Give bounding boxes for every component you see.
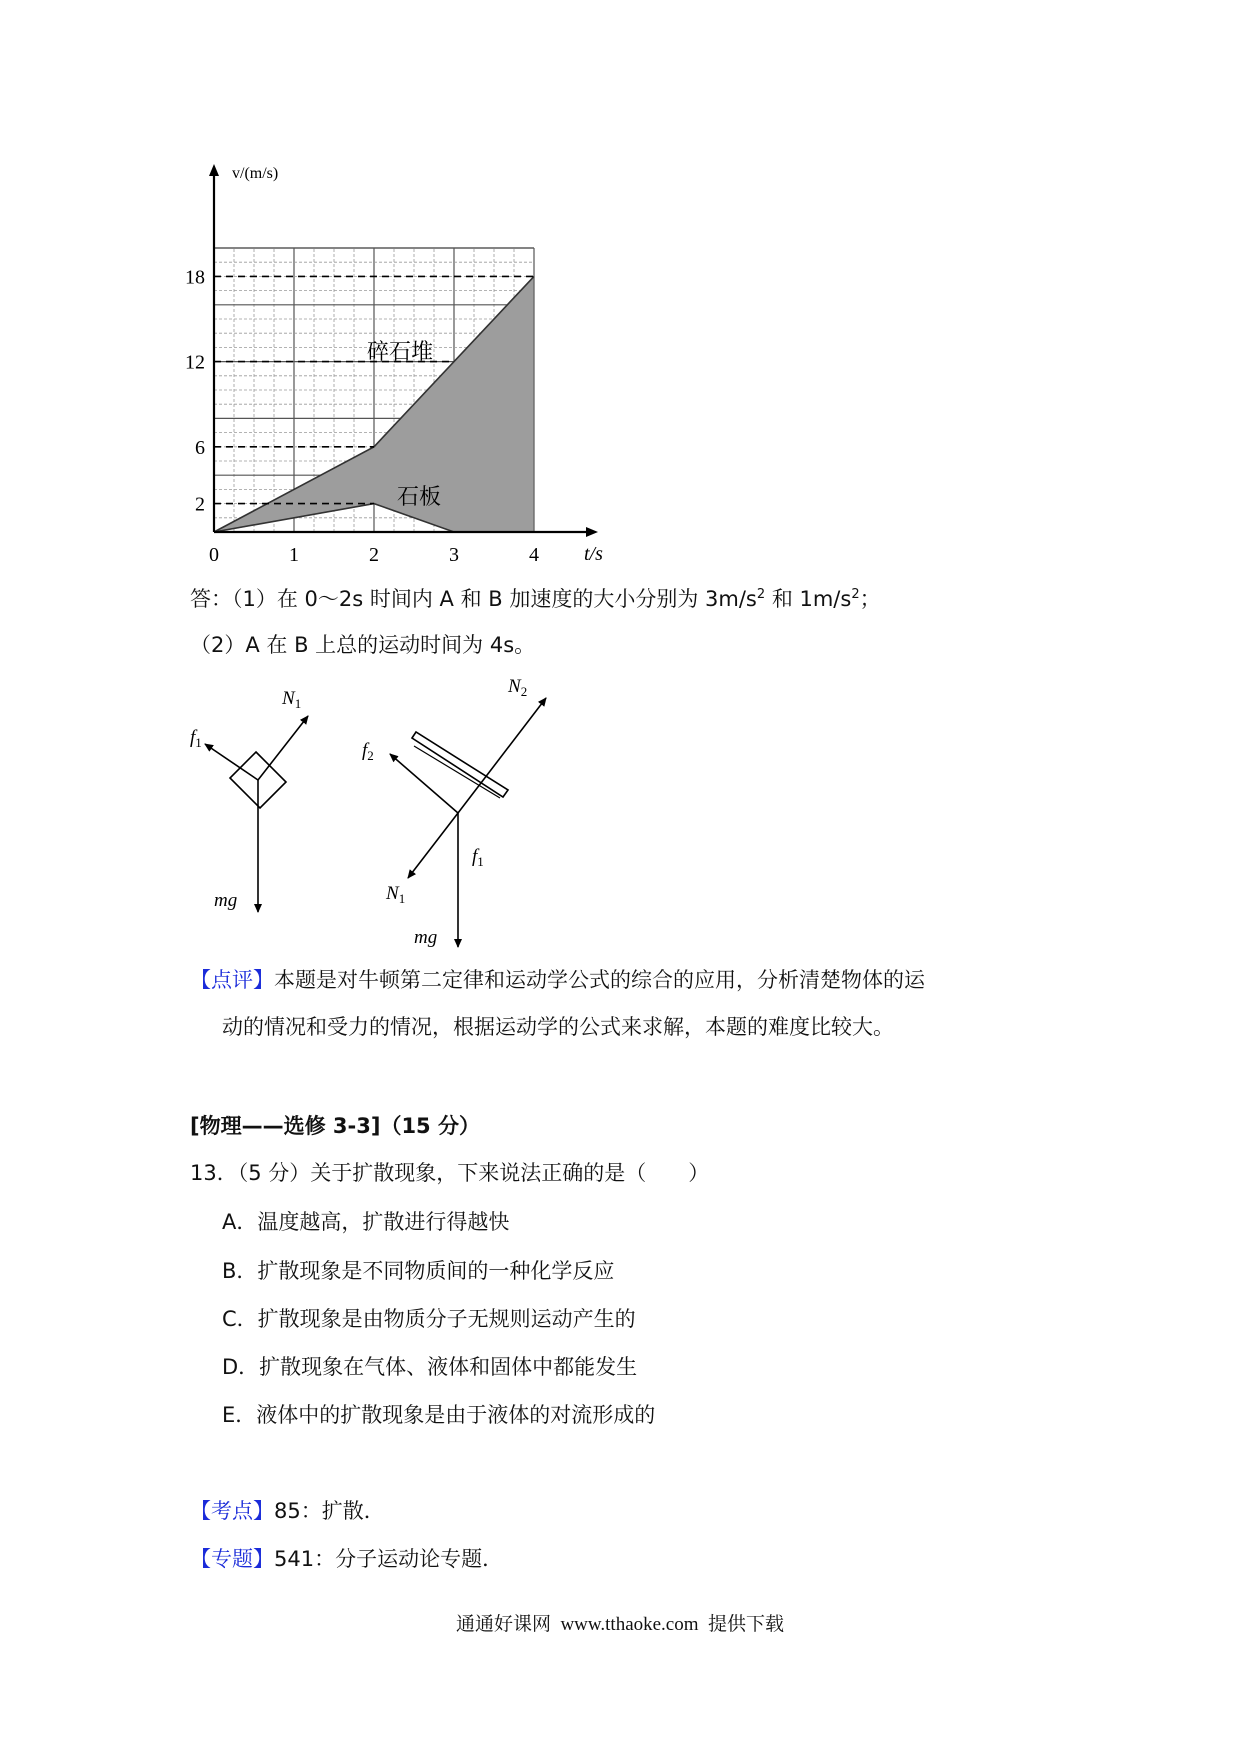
y-tick-label: 6: [195, 436, 205, 459]
option-c: C．扩散现象是由物质分子无规则运动产生的: [222, 1307, 636, 1331]
label-N2: $N_2$: [508, 676, 528, 699]
label-f1: $f_1$: [190, 727, 202, 750]
x-tick-label: 4: [529, 544, 539, 566]
zhuanti-line: [190, 1545, 503, 1573]
comment-line-2: 动的情况和受力的情况，根据运动学的公式来求解，本题的难度比较大。: [222, 1015, 894, 1039]
y-axis-arrow: [209, 164, 219, 176]
kaodian-tag: 【考点】: [190, 1499, 274, 1523]
kaodian-text: 85：扩散．: [274, 1499, 385, 1523]
kaodian-line: [190, 1497, 385, 1525]
section-title: [物理——选修 3-3]（15 分）: [190, 1114, 480, 1138]
force-diagram-block: [190, 688, 308, 912]
answer-line-2: （2）A 在 B 上总的运动时间为 4s。: [190, 633, 536, 657]
zhuanti-text: 541：分子运动论专题．: [274, 1547, 504, 1571]
option-a: A．温度越高，扩散进行得越快: [222, 1210, 510, 1234]
option-e: E．液体中的扩散现象是由于液体的对流形成的: [222, 1403, 656, 1427]
answer-text: 和 1m/s: [765, 587, 852, 611]
label-mg-right: mg: [414, 927, 438, 948]
force-diagrams: [0, 660, 1240, 960]
y-tick-label: 12: [185, 351, 205, 374]
page-footer: 通通好课网 www.tthaoke.com 提供下载: [455, 1614, 785, 1635]
y-tick-label: 2: [195, 493, 205, 516]
label-mg: mg: [214, 890, 238, 911]
superscript: 2: [851, 587, 860, 602]
x-tick-label: 0: [209, 544, 219, 566]
comment-tag: 【点评】: [190, 968, 274, 992]
label-f2: $f_2$: [362, 740, 374, 763]
x-axis-label: t/s: [584, 543, 603, 565]
y-tick-label: 18: [185, 266, 205, 289]
annotation-slab: 石板: [397, 485, 442, 510]
question-stem: 13．（5 分）关于扩散现象，下来说法正确的是（ ）: [190, 1161, 710, 1185]
label-N1-sub: 1: [294, 696, 302, 711]
y-axis-label: v/(m/s): [232, 165, 279, 182]
force-diagram-rod: [362, 676, 546, 948]
rod-shape: [412, 732, 508, 797]
option-b: B．扩散现象是不同物质间的一种化学反应: [222, 1259, 615, 1283]
answer-text: 答：（1）在 0～2s 时间内 A 和 B 加速度的大小分别为 3m/s: [190, 587, 757, 611]
zhuanti-tag: 【专题】: [190, 1547, 274, 1571]
comment-text: 本题是对牛顿第二定律和运动学公式的综合的应用，分析清楚物体的运: [274, 968, 925, 992]
label-N1-right: $N_1$: [386, 883, 406, 906]
normal-force-arrow: [258, 716, 308, 780]
x-tick-label: 1: [289, 544, 299, 566]
friction-force-arrow: [205, 744, 258, 780]
label-N1: $N_1$: [282, 688, 302, 711]
answer-text: ；: [859, 587, 881, 611]
annotation-rock-pile: 碎石堆: [367, 340, 434, 365]
superscript: 2: [756, 587, 766, 602]
label-f1-right: $f_1$: [472, 846, 484, 869]
normal-force-1-arrow: [408, 813, 458, 878]
answer-line-1: [190, 585, 881, 613]
velocity-time-chart: [0, 0, 1240, 600]
x-axis-arrow: [586, 527, 598, 537]
x-tick-label: 3: [449, 544, 459, 566]
friction-force-2-arrow: [390, 754, 458, 813]
x-tick-label: 2: [369, 544, 379, 566]
option-d: D．扩散现象在气体、液体和固体中都能发生: [222, 1355, 638, 1379]
comment-line-1: [190, 966, 925, 994]
